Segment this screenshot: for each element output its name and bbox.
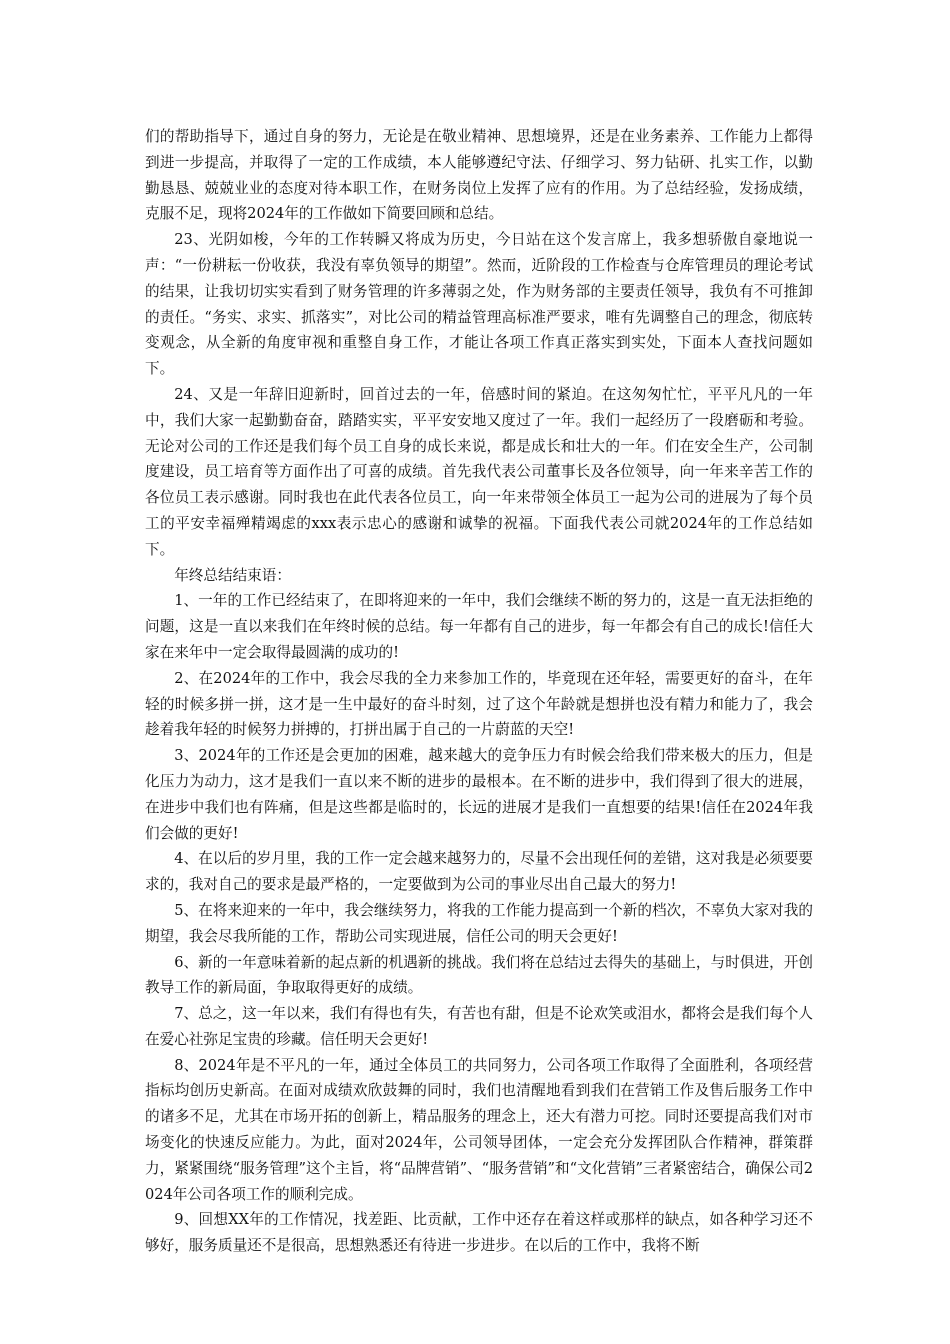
paragraph-23: 23、光阴如梭，今年的工作转瞬又将成为历史，今日站在这个发言席上，我多想骄傲自豪地说一声：“一份耕耘一份收获，我没有辜负领导的期望”。然而，近阶段的工作检查与仓库管理员的理论考试的结果，让我切切实实看到了财务管理的许多薄弱之处，作为财务部的主要责任领导，我负有不可推卸的责任。“务实、求实、抓落实”，对比公司的精益管理高标准严要求，唯有先调整自己的理念，彻底转变观念，从全新的角度审视和重整自身工作，才能让各项工作真正落实到实处，下面本人查找问题如下。 <box>145 231 813 378</box>
paragraph-intro-continuation: 们的帮助指导下，通过自身的努力，无论是在敬业精神、思想境界，还是在业务素养、工作能力上都得到进一步提高，并取得了一定的工作成绩，本人能够遵纪守法、仔细学习、努力钻研、扎实工作，以勤勤恳恳、兢兢业业的态度对待本职工作，在财务岗位上发挥了应有的作用。为了总结经验，发扬成绩，克服不足，现将2024年的工作做如下简要回顾和总结。 <box>145 128 813 223</box>
paragraph-4: 4、在以后的岁月里，我的工作一定会越来越努力的，尽量不会出现任何的差错，这对我是必须要要求的，我对自己的要求是最严格的，一定要做到为公司的事业尽出自己最大的努力! <box>145 850 813 894</box>
paragraph-5: 5、在将来迎来的一年中，我会继续努力，将我的工作能力提高到一个新的档次，不辜负大家对我的期望，我会尽我所能的工作，帮助公司实现进展，信任公司的明天会更好! <box>145 901 813 945</box>
paragraph-7: 7、总之，这一年以来，我们有得也有失，有苦也有甜，但是不论欢笑或泪水，都将会是我们每个人在爱心社弥足宝贵的珍藏。信任明天会更好! <box>145 1005 813 1048</box>
paragraph-1: 1、一年的工作已经结束了，在即将迎来的一年中，我们会继续不断的努力的，这是一直无法拒绝的问题，这是一直以来我们在年终时候的总结。每一年都有自己的进步，每一年都会有自己的成长!信任大家在来年中一定会取得最圆满的成功的! <box>145 592 813 661</box>
section-heading-closing-remarks: 年终总结结束语： <box>174 566 291 584</box>
paragraph-2: 2、在2024年的工作中，我会尽我的全力来参加工作的，毕竟现在还年轻，需要更好的奋斗，在年轻的时候多拼一拼，这才是一生中最好的奋斗时刻，过了这个年龄就是想拼也没有精力和能力了，我会趁着我年轻的时候努力拼搏的，打拼出属于自己的一片蔚蓝的天空! <box>145 669 813 739</box>
paragraph-3: 3、2024年的工作还是会更加的困难，越来越大的竞争压力有时候会给我们带来极大的压力，但是化压力为动力，这才是我们一直以来不断的进步的最根本。在不断的进步中，我们得到了很大的进展，在进步中我们也有阵痛，但是这些都是临时的，长远的进展才是我们一直想要的结果!信任在2024年我们会做的更好! <box>145 747 813 842</box>
paragraph-8: 8、2024年是不平凡的一年，通过全体员工的共同努力，公司各项工作取得了全面胜利，各项经营指标均创历史新高。在面对成绩欢欣鼓舞的同时，我们也清醒地看到我们在营销工作及售后服务工作中的诸多不足，尤其在市场开拓的创新上，精品服务的理念上，还大有潜力可挖。同时还要提高我们对市场变化的快速反应能力。为此，面对2024年，公司领导团体，一定会充分发挥团队合作精神，群策群力，紧紧围绕“服务管理”这个主旨，将“品牌营销”、“服务营销”和“文化营销”三者紧密结合，确保公司2024年公司各项工作的顺利完成。 <box>145 1056 813 1203</box>
paragraph-24: 24、又是一年辞旧迎新时，回首过去的一年，倍感时间的紧迫。在这匆匆忙忙，平平凡凡的一年中，我们大家一起勤勤奋奋，踏踏实实，平平安安地又度过了一年。我们一起经历了一段磨砺和考验。无论对公司的工作还是我们每个员工自身的成长来说，都是成长和壮大的一年。们在安全生产，公司制度建设，员工培育等方面作出了可喜的成绩。首先我代表公司董事长及各位领导，向一年来辛苦工作的各位员工表示感谢。同时我也在此代表各位员工，向一年来带领全体员工一起为公司的进展为了每个员工的平安幸福殚精竭虑的xxx表示忠心的感谢和诚挚的祝福。下面我代表公司就2024年的工作总结如下。 <box>145 385 813 558</box>
document-page <box>145 124 813 1259</box>
paragraph-9: 9、回想XX年的工作情况，找差距、比贡献，工作中还存在着这样或那样的缺点，如各种学习还不够好，服务质量还不是很高，思想熟悉还有待进一步进步。在以后的工作中，我将不断 <box>145 1211 813 1255</box>
paragraph-6: 6、新的一年意味着新的起点新的机遇新的挑战。我们将在总结过去得失的基础上，与时俱进，开创教导工作的新局面，争取取得更好的成绩。 <box>145 953 813 997</box>
